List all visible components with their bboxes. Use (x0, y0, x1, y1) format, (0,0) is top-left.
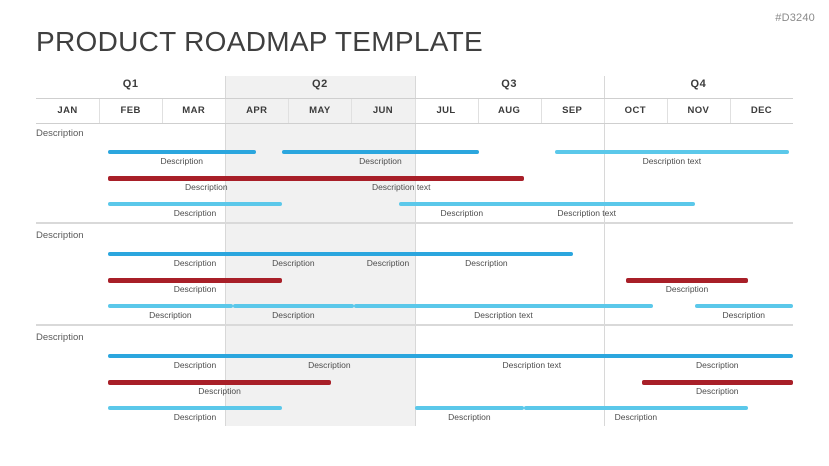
roadmap-row (36, 348, 793, 374)
task-bar-label: Description (149, 310, 192, 320)
month-label-sep: SEP (562, 105, 583, 116)
month-label-jun: JUN (372, 105, 394, 116)
month-label-aug: AUG (497, 105, 521, 116)
task-bar-label: Description (272, 258, 315, 268)
month-label-feb: FEB (120, 105, 141, 116)
task-bar-label: Description (173, 284, 217, 294)
task-bar-label: Description (173, 208, 217, 218)
task-bar[interactable] (108, 202, 282, 206)
task-bar-label: Description (272, 310, 315, 320)
task-bar-label: Description (465, 258, 508, 268)
month-label-dec: DEC (750, 105, 773, 116)
task-bar-label: Description (440, 208, 484, 218)
roadmap-row (36, 298, 793, 324)
task-bar-label: Description text (474, 310, 533, 320)
task-bar[interactable] (642, 354, 793, 358)
month-divider (288, 99, 289, 123)
task-bar[interactable] (108, 406, 282, 410)
quarter-label-q1: Q1 (122, 78, 139, 90)
roadmap-row (36, 400, 793, 426)
timeline-header (36, 76, 793, 122)
month-divider (604, 99, 605, 123)
roadmap-row (36, 272, 793, 298)
month-divider (225, 99, 226, 123)
task-bar[interactable] (108, 150, 256, 154)
roadmap-row (36, 196, 793, 222)
task-bar[interactable] (626, 278, 747, 283)
month-label-mar: MAR (182, 105, 206, 116)
quarter-label-q2: Q2 (312, 78, 328, 90)
task-bar[interactable] (108, 176, 305, 181)
task-bar-label: Description (173, 258, 217, 268)
task-bar[interactable] (695, 304, 793, 308)
roadmap-group (36, 324, 793, 426)
roadmap-row (36, 246, 793, 272)
group-label: Description (36, 332, 84, 343)
task-bar[interactable] (278, 176, 524, 181)
task-bar-label: Description (198, 386, 241, 396)
task-bar-label: Description text (502, 360, 562, 370)
task-bar[interactable] (233, 354, 426, 358)
task-bar[interactable] (642, 380, 793, 385)
roadmap-row (36, 374, 793, 400)
month-label-nov: NOV (687, 105, 710, 116)
task-bar[interactable] (479, 202, 695, 206)
group-rows (36, 326, 793, 426)
task-bar[interactable] (233, 304, 354, 308)
task-bar-label: Description (185, 182, 228, 192)
month-label-oct: OCT (624, 105, 646, 116)
month-divider (478, 99, 479, 123)
task-bar[interactable] (282, 150, 479, 154)
task-bar-label: Description (448, 412, 491, 422)
roadmap-groups (36, 122, 793, 426)
task-bar[interactable] (108, 380, 331, 385)
task-bar-label: Description (366, 258, 410, 268)
month-label-jul: JUL (436, 105, 456, 116)
task-bar[interactable] (108, 304, 233, 308)
task-bar-label: Description (173, 360, 217, 370)
task-bar[interactable] (354, 304, 653, 308)
month-label-may: MAY (309, 105, 331, 116)
task-bar[interactable] (524, 406, 747, 410)
task-bar[interactable] (108, 278, 282, 283)
month-label-jan: JAN (57, 105, 78, 116)
month-row (36, 98, 793, 124)
month-divider (162, 99, 163, 123)
quarter-row (36, 76, 793, 98)
roadmap-group (36, 222, 793, 324)
task-bar-label: Description (722, 310, 766, 320)
quarter-label-q4: Q4 (690, 78, 707, 90)
task-bar-label: Description (665, 284, 709, 294)
month-divider (415, 99, 416, 123)
task-bar-label: Description (614, 412, 658, 422)
task-bar-label: Description (696, 386, 739, 396)
task-bar[interactable] (415, 406, 525, 410)
group-label: Description (36, 230, 84, 241)
month-divider (351, 99, 352, 123)
month-label-apr: APR (246, 105, 268, 116)
task-bar-label: Description (696, 360, 739, 370)
roadmap-chart (36, 76, 793, 426)
task-bar[interactable] (555, 150, 790, 154)
task-bar[interactable] (399, 252, 573, 256)
roadmap-group (36, 122, 793, 222)
task-bar[interactable] (415, 354, 650, 358)
task-bar-label: Description (308, 360, 351, 370)
roadmap-row (36, 144, 793, 170)
group-rows (36, 122, 793, 222)
page-title: PRODUCT ROADMAP TEMPLATE (36, 26, 483, 57)
task-bar-label: Description text (371, 182, 431, 192)
task-bar-label: Description (160, 156, 203, 166)
task-bar-label: Description (173, 412, 217, 422)
month-divider (667, 99, 668, 123)
roadmap-row (36, 170, 793, 196)
month-divider (541, 99, 542, 123)
month-divider (99, 99, 100, 123)
template-code: #D3240 (775, 12, 815, 24)
task-bar-label: Description text (557, 208, 616, 218)
quarter-label-q3: Q3 (501, 78, 517, 90)
task-bar-label: Description (359, 156, 402, 166)
task-bar-label: Description text (642, 156, 702, 166)
month-divider (730, 99, 731, 123)
group-label: Description (36, 128, 84, 139)
group-rows (36, 224, 793, 324)
